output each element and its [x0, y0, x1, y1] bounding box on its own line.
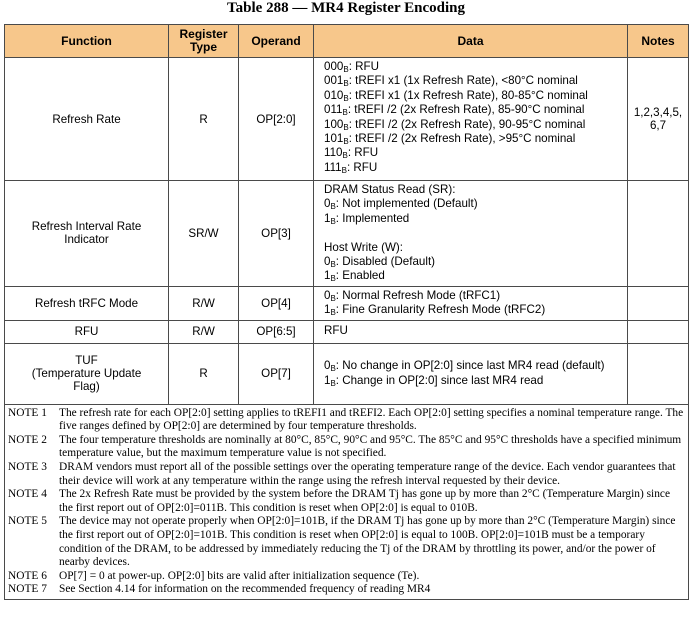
register-type-cell: R: [169, 58, 239, 181]
operand-cell: OP[6:5]: [239, 320, 314, 343]
header-data: Data: [314, 25, 628, 58]
operand-cell: OP[4]: [239, 286, 314, 320]
data-line: $0_B$: Not implemented (Default): [324, 197, 478, 212]
register-type-cell: R: [169, 343, 239, 404]
function-cell: Refresh Rate: [5, 58, 169, 181]
table-row: [5, 181, 689, 287]
data-line: $0_B$: No change in OP[2:0] since last MR4 read (default): [324, 359, 605, 374]
data-heading: DRAM Status Read (SR):: [324, 183, 456, 196]
footnote: NOTE 7 See Section 4.14 for information on the recommended frequency of reading MR4: [8, 583, 431, 596]
header-function: Function: [5, 25, 169, 58]
notes-cell: [628, 320, 689, 343]
operand-cell: OP[7]: [239, 343, 314, 404]
data-line: $100_B$: tREFI /2 (2x Refresh Rate), 90-95°C nominal: [324, 117, 586, 132]
operand-cell: OP[2:0]: [239, 58, 314, 181]
table-row: [5, 320, 689, 343]
footnote: NOTE 1 The refresh rate for each OP[2:0] setting applies to tREFI1 and tREFI2. Each OP[2:0] setting specifies a nominal temperature range. The five ranges defined by OP[2:0] are determined by four temperature thresholds.: [8, 406, 684, 433]
footnote: NOTE 5 The device may not operate properly when OP[2:0]=101B, if the DRAM Tj has gone up by more than 2°C (Temperature Margin) since the first report out of OP[2:0]=101B. This condition is reset when OP[2:0] is equal to 100B. OP[2:0]=101B must be a temporary condition of the DRAM, to be addressed by immediately reducing the Tj of the DRAM by throttling its power, and/or the power of nearby devices.: [8, 515, 676, 569]
operand-cell: OP[3]: [239, 181, 314, 287]
footnote: NOTE 4 The 2x Refresh Rate must be provided by the system before the DRAM Tj has gone up by more than 2°C (Temperature Margin) since the first report out of OP[2:0]=011B. This condition is reset when OP[2:0] is equal to 010B.: [8, 488, 671, 514]
function-cell: Refresh Interval Rate Indicator: [5, 181, 169, 287]
data-line: $1_B$: Fine Granularity Refresh Mode (tRFC2): [324, 303, 546, 318]
register-type-cell: SR/W: [169, 181, 239, 287]
data-line: $001_B$: tREFI x1 (1x Refresh Rate), <80°C nominal: [324, 74, 578, 89]
data-line: $000_B$: RFU: [324, 60, 379, 74]
data-line: RFU: [324, 324, 348, 338]
notes-cell: [628, 286, 689, 320]
function-cell: RFU: [5, 320, 169, 343]
register-type-cell: R/W: [169, 320, 239, 343]
data-line: $1_B$: Implemented: [324, 211, 410, 226]
data-line: $101_B$: tREFI /2 (2x Refresh Rate), >95°C nominal: [324, 132, 576, 147]
notes-cell: [628, 181, 689, 287]
footnotes: [5, 404, 689, 599]
notes-cell: 1,2,3,4,5, 6,7: [628, 58, 689, 181]
notes-cell: [628, 343, 689, 404]
header-notes: Notes: [628, 25, 689, 58]
table-row: [5, 343, 689, 404]
header-operand: Operand: [239, 25, 314, 58]
function-cell: Refresh tRFC Mode: [5, 286, 169, 320]
header-row: [5, 25, 689, 58]
data-line: $011_B$: tREFI /2 (2x Refresh Rate), 85-90°C nominal: [324, 103, 585, 118]
table-title: Table 288 — MR4 Register Encoding: [227, 0, 465, 16]
footnotes-row: [5, 404, 689, 599]
data-line: $1_B$: Enabled: [324, 269, 385, 284]
data-cell: [314, 320, 628, 343]
data-cell: [314, 343, 628, 404]
table-row: [5, 58, 689, 181]
data-cell: [314, 181, 628, 287]
data-line: $1_B$: Change in OP[2:0] since last MR4 read: [324, 373, 544, 388]
header-register-type: Register Type: [169, 25, 239, 58]
footnote: NOTE 6 OP[7] = 0 at power-up. OP[2:0] bits are valid after initialization sequence (Te).: [8, 569, 420, 582]
data-line: $0_B$: Normal Refresh Mode (tRFC1): [324, 288, 501, 303]
data-cell: [314, 286, 628, 320]
data-line: $0_B$: Disabled (Default): [324, 255, 436, 270]
data-line: $110_B$: RFU: [324, 146, 379, 161]
data-line: $111_B$: RFU: [324, 160, 378, 175]
data-heading: Host Write (W):: [324, 240, 404, 254]
footnote: NOTE 3 DRAM vendors must report all of the possible settings over the operating temperature range of the device. Each vendor guarantees that their device will work at any temperature within the range using the refresh interval requested by their device.: [8, 461, 676, 487]
footnote: NOTE 2 The four temperature thresholds are nominally at 80°C, 85°C, 90°C and 95°C. The 85°C and 95°C thresholds have a specified minimum temperature value, but the maximum temperature value is not specified.: [8, 433, 682, 460]
data-line: $010_B$: tREFI x1 (1x Refresh Rate), 80-85°C nominal: [324, 88, 588, 103]
function-cell: TUF (Temperature Update Flag): [5, 343, 169, 404]
table-row: [5, 286, 689, 320]
register-type-cell: R/W: [169, 286, 239, 320]
mr4-register-table: [4, 24, 689, 600]
data-cell: [314, 58, 628, 181]
